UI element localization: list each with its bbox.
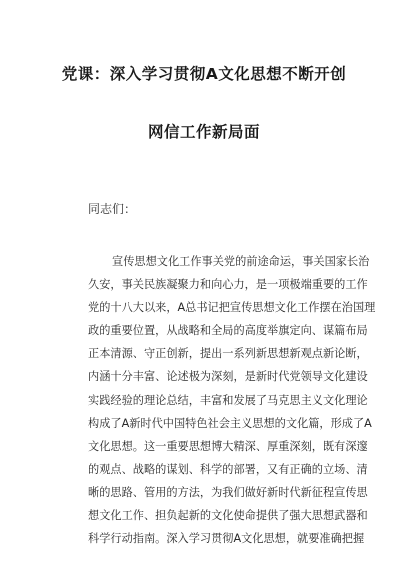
paragraph-line: 想文化工作、担负起新的文化使命提供了强大思想武器和 [88,509,368,523]
paragraph-line: 久安，事关民族凝聚力和向心力，是一项极端重要的工作 [88,278,368,292]
document-title-line-2: 网信工作新局面 [147,123,260,141]
paragraph-line: 党的十八大以来，A总书记把宣传思想文化工作摆在治国理 [88,301,376,315]
paragraph-line: 宣传思想文化工作事关党的前途命运，事关国家长治 [112,255,370,268]
paragraph-line: 实践经验的理论总结，丰富和发展了马克思主义文化理论 [88,393,368,407]
paragraph-line: 科学行动指南。深入学习贯彻A文化思想，就要准确把握 [88,532,365,546]
paragraph-line: 内涵十分丰富、论述极为深刻，是新时代党领导文化建设 [88,370,368,384]
paragraph-line: 政的重要位置，从战略和全局的高度举旗定向、谋篇布局 [88,324,368,338]
paragraph-line: 的观点、战略的谋划、科学的部署，又有正确的立场、清 [88,462,368,476]
document-title-line-1: 党课：深入学习贯彻A文化思想不断开创 [61,65,347,83]
paragraph-line: 构成了A新时代中国特色社会主义思想的文化篇，形成了A [88,416,372,430]
paragraph-line: 正本清源、守正创新，提出一系列新思想新观点新论断， [88,347,368,361]
body-paragraph [88,250,376,550]
salutation: 同志们： [88,202,137,216]
paragraph-line: 晰的思路、管用的方法，为我们做好新时代新征程宣传思 [88,485,368,499]
paragraph-line: 文化思想。这一重要思想博大精深、厚重深刻，既有深邃 [88,439,368,453]
